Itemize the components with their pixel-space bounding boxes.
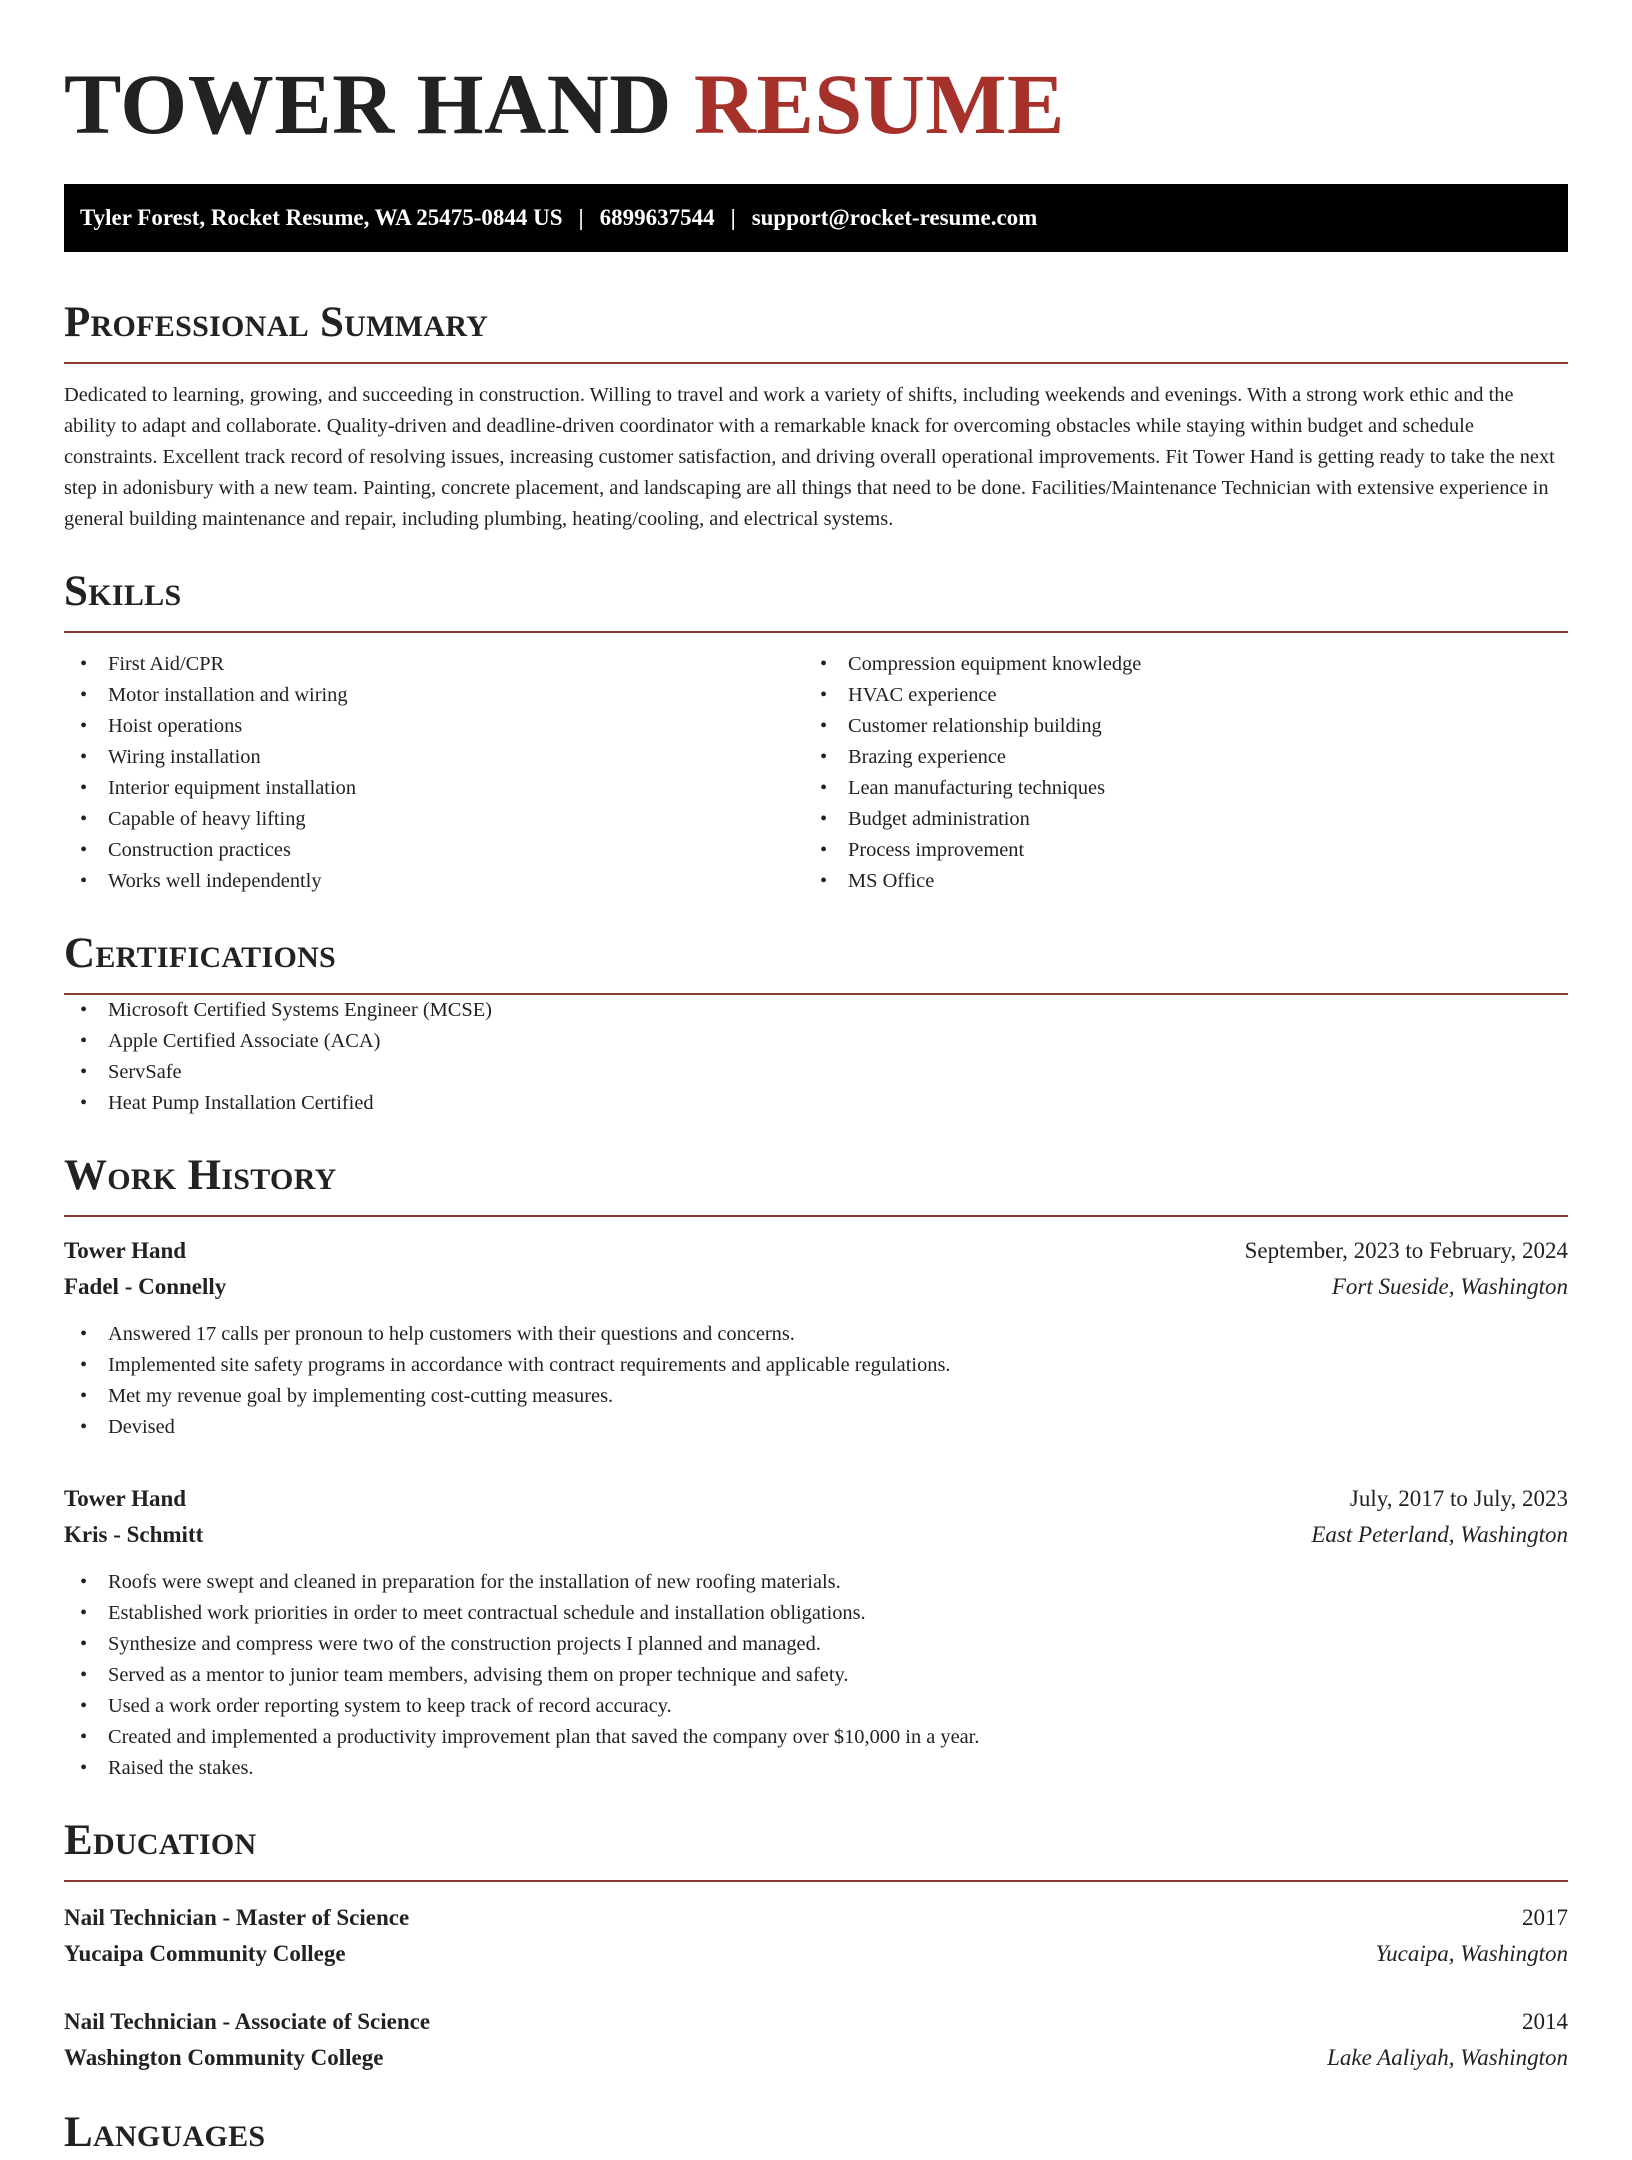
resume-title-main: TOWER HAND (64, 56, 672, 152)
job-dates: July, 2017 to July, 2023 (1349, 1486, 1568, 1511)
job-location: East Peterland, Washington (1311, 1522, 1568, 1547)
languages-section (64, 2106, 1568, 2160)
education-year: 2017 (1522, 1905, 1568, 1930)
work-history-heading: Work History (64, 1152, 337, 1199)
summary-heading: Professional Summary (64, 299, 489, 346)
section-divider (64, 631, 1568, 633)
skills-heading: Skills (64, 568, 182, 615)
resume-title (64, 56, 1568, 152)
education-year: 2014 (1522, 2009, 1568, 2034)
education-school-row (64, 2040, 1568, 2076)
skill-item: • Hoist operations (64, 711, 804, 742)
job-company: Kris - Schmitt (64, 1522, 204, 1547)
job-location: Fort Sueside, Washington (1331, 1274, 1568, 1299)
education-location: Yucaipa, Washington (1375, 1941, 1568, 1966)
skill-item: • Process improvement (804, 835, 1544, 866)
job-company: Fadel - Connelly (64, 1274, 227, 1299)
certifications-section (64, 927, 1568, 1119)
skill-item: • Motor installation and wiring (64, 680, 804, 711)
education-degree-row (64, 1900, 1568, 1936)
section-divider (64, 362, 1568, 364)
skills-grid (64, 649, 1568, 897)
job-duties-list (64, 1567, 1568, 1784)
job-dates: September, 2023 to February, 2024 (1244, 1238, 1568, 1263)
work-history-section (64, 1149, 1568, 1784)
job-title: Tower Hand (64, 1238, 187, 1263)
job-duty: • Implemented site safety programs in accordance with contract requirements and applicable regulations. (64, 1350, 1568, 1381)
contact-email: support@rocket-resume.com (751, 205, 1038, 230)
skill-item: • HVAC experience (804, 680, 1544, 711)
summary-text: Dedicated to learning, growing, and succeeding in construction. Willing to travel and work a variety of shifts, including weekends and evenings. With a strong work ethic and the ability to adapt and collaborate. Quality-driven and deadline-driven coordinator with a remarkable knack for overcoming obstacles while staying within budget and schedule constraints. Excellent track record of resolving issues, increasing customer satisfaction, and driving overall operational improvements. Fit Tower Hand is getting ready to take the next step in adonisbury with a new team. Painting, concrete placement, and landscaping are all things that need to be done. Facilities/Maintenance Technician with extensive experience in general building maintenance and repair, including plumbing, heating/cooling, and electrical systems. (64, 384, 1555, 530)
languages-heading: Languages (64, 2109, 266, 2156)
certification-item: • ServSafe (64, 1057, 1568, 1088)
skill-item: • Brazing experience (804, 742, 1544, 773)
skill-item: • Budget administration (804, 804, 1544, 835)
certifications-list (64, 995, 1568, 1119)
section-divider (64, 1215, 1568, 1217)
skill-item: • Capable of heavy lifting (64, 804, 804, 835)
contact-address: Tyler Forest, Rocket Resume, WA 25475-0844 US (80, 205, 563, 230)
job-duty: • Created and implemented a productivity improvement plan that saved the company over $10,000 in a year. (64, 1722, 1568, 1753)
job-duty: • Raised the stakes. (64, 1753, 1568, 1784)
job-duty: • Served as a mentor to junior team members, advising them on proper technique and safety. (64, 1660, 1568, 1691)
education-degree: Nail Technician - Master of Science (64, 1905, 410, 1930)
job-title: Tower Hand (64, 1486, 187, 1511)
education-school: Washington Community College (64, 2045, 384, 2070)
job-duty: • Devised (64, 1412, 1568, 1443)
job-entry (64, 1481, 1568, 1784)
job-duty: • Met my revenue goal by implementing cost-cutting measures. (64, 1381, 1568, 1412)
education-degree: Nail Technician - Associate of Science (64, 2009, 431, 2034)
skills-list-left (64, 649, 804, 897)
certification-item: • Heat Pump Installation Certified (64, 1088, 1568, 1119)
certification-item: • Microsoft Certified Systems Engineer (MCSE) (64, 995, 1568, 1026)
summary-section (64, 296, 1568, 535)
education-school-row (64, 1936, 1568, 1972)
education-entry (64, 1900, 1568, 1972)
resume-title-accent: RESUME (693, 56, 1065, 152)
skill-item: • Wiring installation (64, 742, 804, 773)
skill-item: • Interior equipment installation (64, 773, 804, 804)
certifications-heading: Certifications (64, 930, 337, 977)
job-duty: • Established work priorities in order to meet contractual schedule and installation obligations. (64, 1598, 1568, 1629)
education-heading: Education (64, 1817, 257, 1864)
contact-phone: 6899637544 (599, 205, 715, 230)
contact-separator: | (730, 205, 736, 230)
skill-item: • Works well independently (64, 866, 804, 897)
skills-list-right (804, 649, 1544, 897)
education-location: Lake Aaliyah, Washington (1327, 2045, 1568, 2070)
skill-item: • Customer relationship building (804, 711, 1544, 742)
contact-bar (64, 184, 1568, 252)
job-header-row (64, 1233, 1568, 1269)
certification-item: • Apple Certified Associate (ACA) (64, 1026, 1568, 1057)
job-duty: • Used a work order reporting system to keep track of record accuracy. (64, 1691, 1568, 1722)
skills-section (64, 565, 1568, 897)
job-entry (64, 1233, 1568, 1443)
education-section (64, 1814, 1568, 2076)
skill-item: • MS Office (804, 866, 1544, 897)
education-school: Yucaipa Community College (64, 1941, 346, 1966)
job-company-row (64, 1517, 1568, 1553)
skill-item: • First Aid/CPR (64, 649, 804, 680)
skill-item: • Compression equipment knowledge (804, 649, 1544, 680)
job-company-row (64, 1269, 1568, 1305)
resume-page (64, 0, 1568, 2160)
job-duty: • Roofs were swept and cleaned in preparation for the installation of new roofing materials. (64, 1567, 1568, 1598)
job-duties-list (64, 1319, 1568, 1443)
skill-item: • Construction practices (64, 835, 804, 866)
education-degree-row (64, 2004, 1568, 2040)
job-duty: • Answered 17 calls per pronoun to help customers with their questions and concerns. (64, 1319, 1568, 1350)
job-duty: • Synthesize and compress were two of the construction projects I planned and managed. (64, 1629, 1568, 1660)
education-entry (64, 2004, 1568, 2076)
job-header-row (64, 1481, 1568, 1517)
skill-item: • Lean manufacturing techniques (804, 773, 1544, 804)
contact-separator: | (578, 205, 584, 230)
section-divider (64, 1880, 1568, 1882)
